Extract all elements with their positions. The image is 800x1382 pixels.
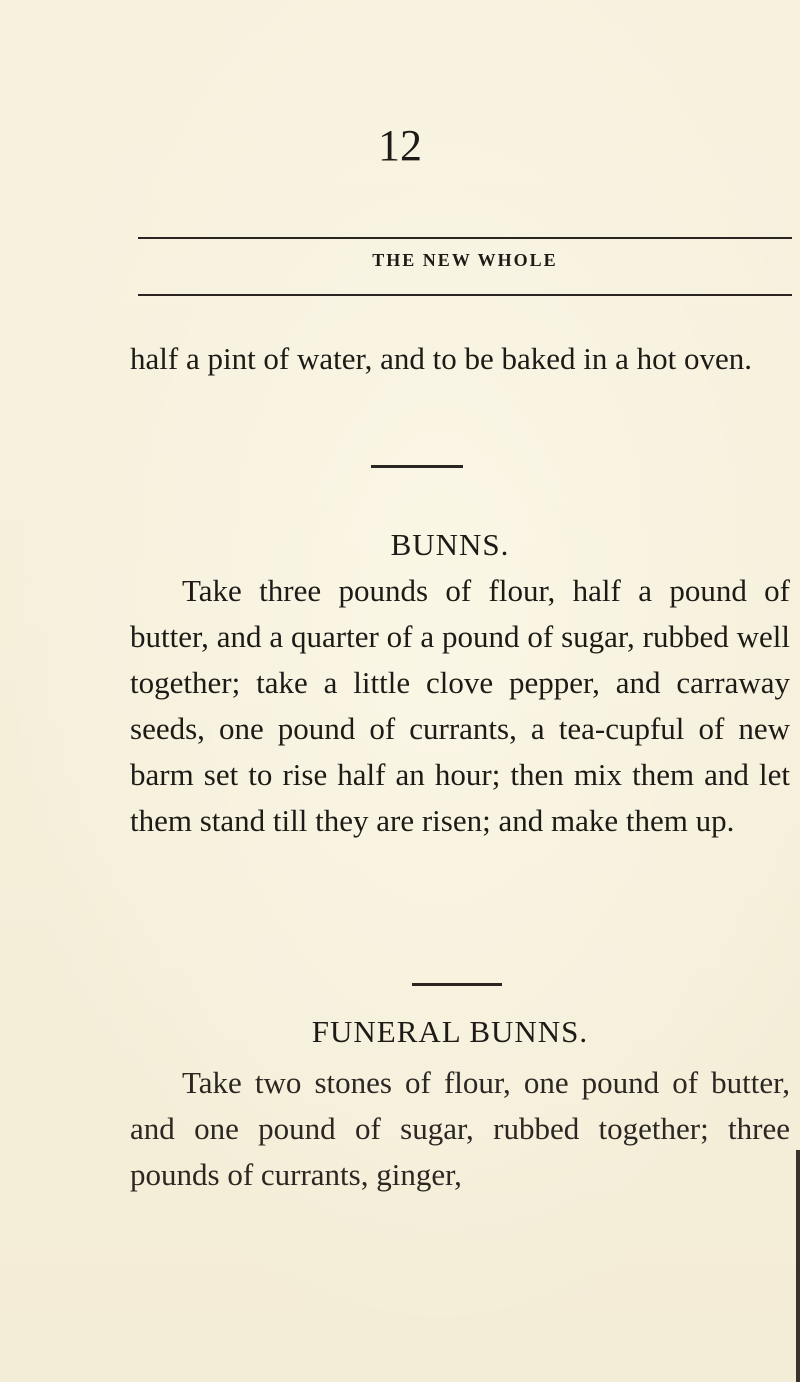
header-rule-bottom xyxy=(138,294,792,296)
header-rule-top xyxy=(138,237,792,239)
continuation-paragraph: half a pint of water, and to be baked in a hot oven. xyxy=(130,341,752,376)
recipe-heading-bunns: BUNNS. xyxy=(390,527,510,562)
section-divider xyxy=(371,465,463,468)
page-edge-shadow xyxy=(796,1150,800,1382)
recipe-heading-funeral-bunns: FUNERAL BUNNS. xyxy=(311,1014,589,1049)
section-divider xyxy=(412,983,502,986)
running-head: THE NEW WHOLE xyxy=(372,250,558,270)
recipe-text-bunns: Take three pounds of flour, half a pound of butter, and a quarter of a pound of sugar, rubbed well together; take a little clove pepper, and carraway seeds, one pound of currants, a tea-cupful of new barm set to rise half an hour; then mix them and let them stand till they are risen; and make them up. xyxy=(130,573,790,838)
page-number: 12 xyxy=(378,121,422,170)
recipe-text-funeral-bunns: Take two stones of flour, one pound of butter, and one pound of sugar, rubbed together; three pounds of currants, ginger, xyxy=(130,1065,790,1192)
